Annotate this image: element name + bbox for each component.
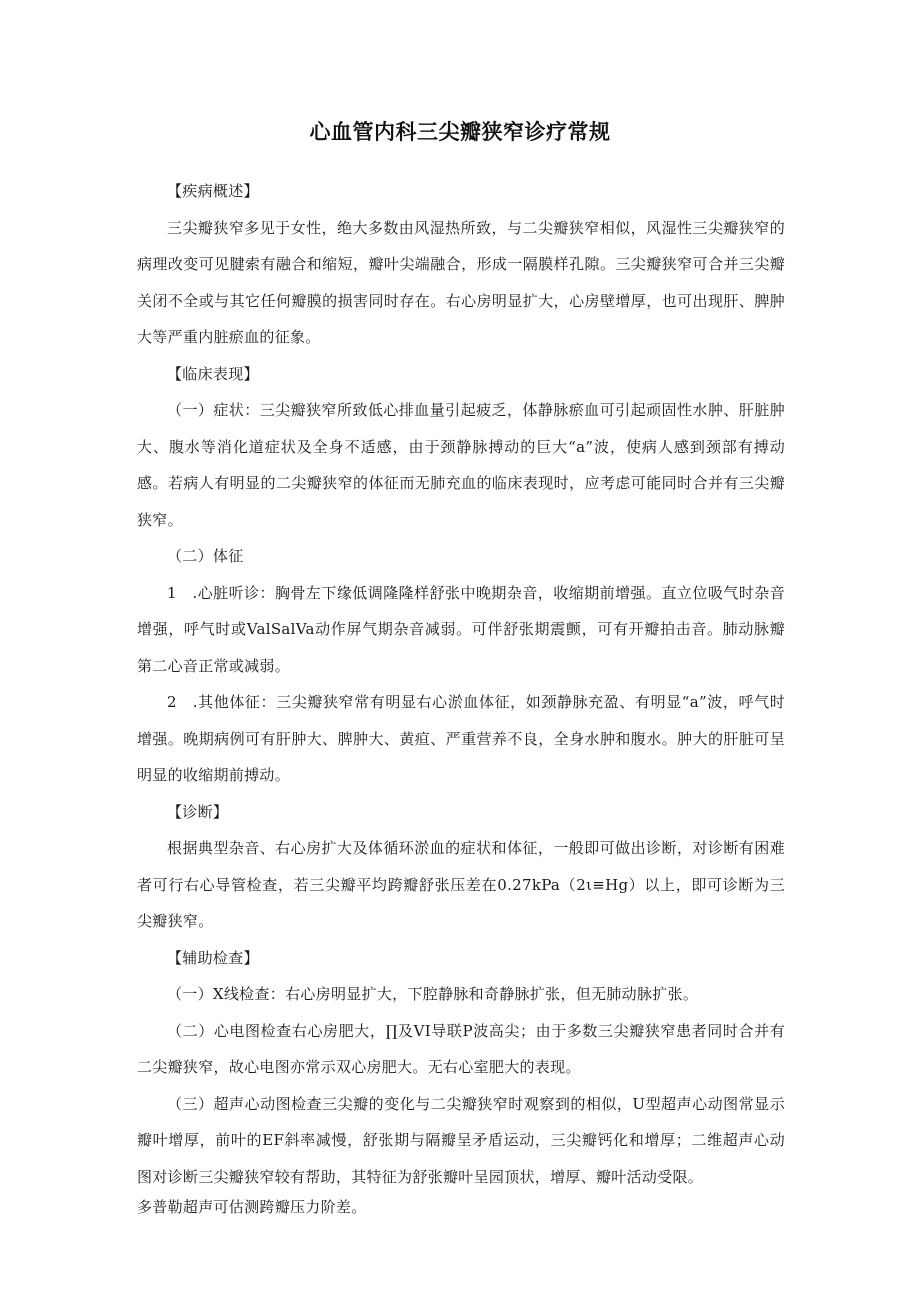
symptoms-paragraph: （一）症状：三尖瓣狭窄所致低心排血量引起疲乏，体静脉瘀血可引起顽固性水肿、肝脏肿大、腹水等消化道症状及全身不适感，由于颈静脉搏动的巨大“a”波，使病人感到颈部有搏动感。若病人有明显的二尖瓣狭窄的体征而无肺充血的临床表现时，应考虑可能同时合并有三尖瓣狭窄。 — [137, 401, 785, 529]
overview-paragraph: 三尖瓣狭窄多见于女性，绝大多数由风湿热所致，与二尖瓣狭窄相似，风湿性三尖瓣狭窄的病理改变可见腱索有融合和缩短，瓣叶尖端融合，形成一隔膜样孔隙。三尖瓣狭窄可合并三尖瓣关闭不全或与其它任何瓣膜的损害同时存在。右心房明显扩大，心房壁增厚，也可出现肝、脾肿大等严重内脏瘀血的征象。 — [137, 218, 785, 346]
signs-item-2: 2 .其他体征：三尖瓣狭窄常有明显右心淤血体征，如颈静脉充盈、有明显“a”波，呼气时增强。晚期病例可有肝肿大、脾肿大、黄疸、严重营养不良，全身水肿和腹水。肿大的肝脏可呈明显的收缩期前搏动。 — [137, 693, 785, 784]
diagnosis-paragraph: 根据典型杂音、右心房扩大及体循环淤血的症状和体征，一般即可做出诊断，对诊断有困难者可行右心导管检查，若三尖瓣平均跨瓣舒张压差在0.27kPa（2ι≡Hg）以上，即可诊断为三尖瓣狭窄。 — [137, 839, 785, 930]
signs-item-1: 1 .心脏听诊：胸骨左下缘低调隆隆样舒张中晚期杂音，收缩期前增强。直立位吸气时杂音增强，呼气时或ValSalVa动作屏气期杂音减弱。可伴舒张期震颤，可有开瓣拍击音。肺动脉瓣第二心音正常或减弱。 — [137, 583, 785, 675]
aux-item-3: （三）超声心动图检查三尖瓣的变化与二尖瓣狭窄时观察到的相似，U型超声心动图常显示瓣叶增厚，前叶的EF斜率减慢，舒张期与隔瓣呈矛盾运动，三尖瓣钙化和增厚；二维超声心动图对诊断三尖瓣狭窄较有帮助，其特征为舒张瓣叶呈园顶状，增厚、瓣叶活动受限。 — [137, 1094, 785, 1186]
aux-item-4: 多普勒超声可估测跨瓣压力阶差。 — [137, 1198, 367, 1216]
aux-item-2: （二）心电图检查右心房肥大，∏及VI导联P波高尖；由于多数三尖瓣狭窄患者同时合并有二尖瓣狭窄，故心电图亦常示双心房肥大。无右心室肥大的表现。 — [137, 1021, 785, 1076]
aux-item-1: （一）X线检查：右心房明显扩大，下腔静脉和奇静脉扩张，但无肺动脉扩张。 — [167, 985, 699, 1003]
diagnosis-heading: 【诊断】 — [167, 802, 229, 821]
clinical-heading: 【临床表现】 — [167, 364, 259, 383]
aux-heading: 【辅助检查】 — [167, 948, 259, 967]
document-body — [137, 173, 785, 1219]
overview-heading: 【疾病概述】 — [167, 182, 259, 200]
page-title: 心血管内科三尖瓣狭窄诊疗常规 — [309, 120, 611, 144]
signs-heading: （二）体征 — [167, 547, 244, 565]
